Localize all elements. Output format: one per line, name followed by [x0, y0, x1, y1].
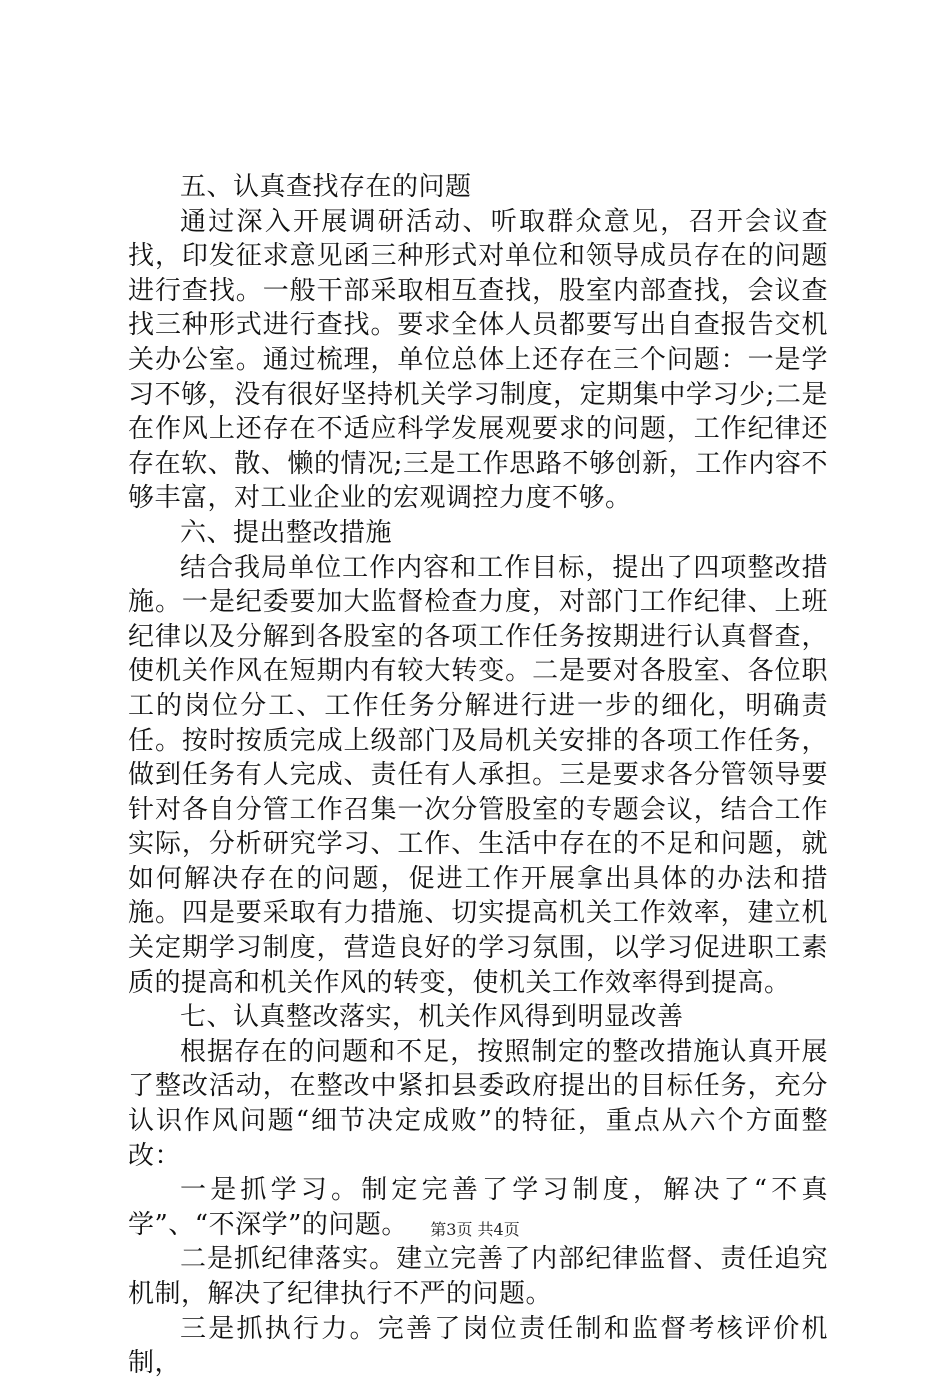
paragraph-execution: 三是抓执行力。完善了岗位责任制和监督考核评价机制，: [128, 1313, 828, 1379]
paragraph-problems: 通过深入开展调研活动、听取群众意见，召开会议查找，印发征求意见函三种形式对单位和领导成员存在的问题进行查找。一般干部采取相互查找，股室内部查找，会议查找三种形式进行查找。要求全体人员都要写出自查报告交机关办公室。通过梳理，单位总体上还存在三个问题：一是学习不够，没有很好坚持机关学习制度，定期集中学习少;二是在作风上还存在不适应科学发展观要求的问题，工作纪律还存在软、散、懒的情况;三是工作思路不够创新，工作内容不够丰富，对工业企业的宏观调控力度不够。: [128, 206, 828, 514]
document-body: [128, 170, 828, 1381]
paragraph-study: 一是抓学习。制定完善了学习制度，解决了“不真学”、“不深学”的问题。: [128, 1175, 828, 1240]
section-heading-5: 五、认真查找存在的问题: [180, 172, 472, 202]
page-footer: 第3页 共4页: [430, 1220, 520, 1239]
section-heading-6: 六、提出整改措施: [180, 517, 393, 548]
paragraph-rectification: 根据存在的问题和不足，按照制定的整改措施认真开展了整改活动，在整改中紧扣县委政府提出的目标任务，充分认识作风问题“细节决定成败”的特征，重点从六个方面整改：: [128, 1036, 828, 1171]
paragraph-discipline: 二是抓纪律落实。建立完善了内部纪律监督、责任追究机制，解决了纪律执行不严的问题。: [128, 1244, 828, 1309]
section-heading-7: 七、认真整改落实，机关作风得到明显改善: [180, 1002, 684, 1033]
paragraph-measures: 结合我局单位工作内容和工作目标，提出了四项整改措施。一是纪委要加大监督检查力度，对部门工作纪律、上班纪律以及分解到各股室的各项工作任务按期进行认真督查，使机关作风在短期内有较大转变。二是要对各股室、各位职工的岗位分工、工作任务分解进行进一步的细化，明确责任。按时按质完成上级部门及局机关安排的各项工作任务，做到任务有人完成、责任有人承担。三是要求各分管领导要针对各自分管工作召集一次分管股室的专题会议，结合工作实际，分析研究学习、工作、生活中存在的不足和问题，就如何解决存在的问题，促进工作开展拿出具体的办法和措施。四是要采取有力措施、切实提高机关工作效率，建立机关定期学习制度，营造良好的学习氛围，以学习促进职工素质的提高和机关作风的转变，使机关工作效率得到提高。: [128, 552, 828, 998]
